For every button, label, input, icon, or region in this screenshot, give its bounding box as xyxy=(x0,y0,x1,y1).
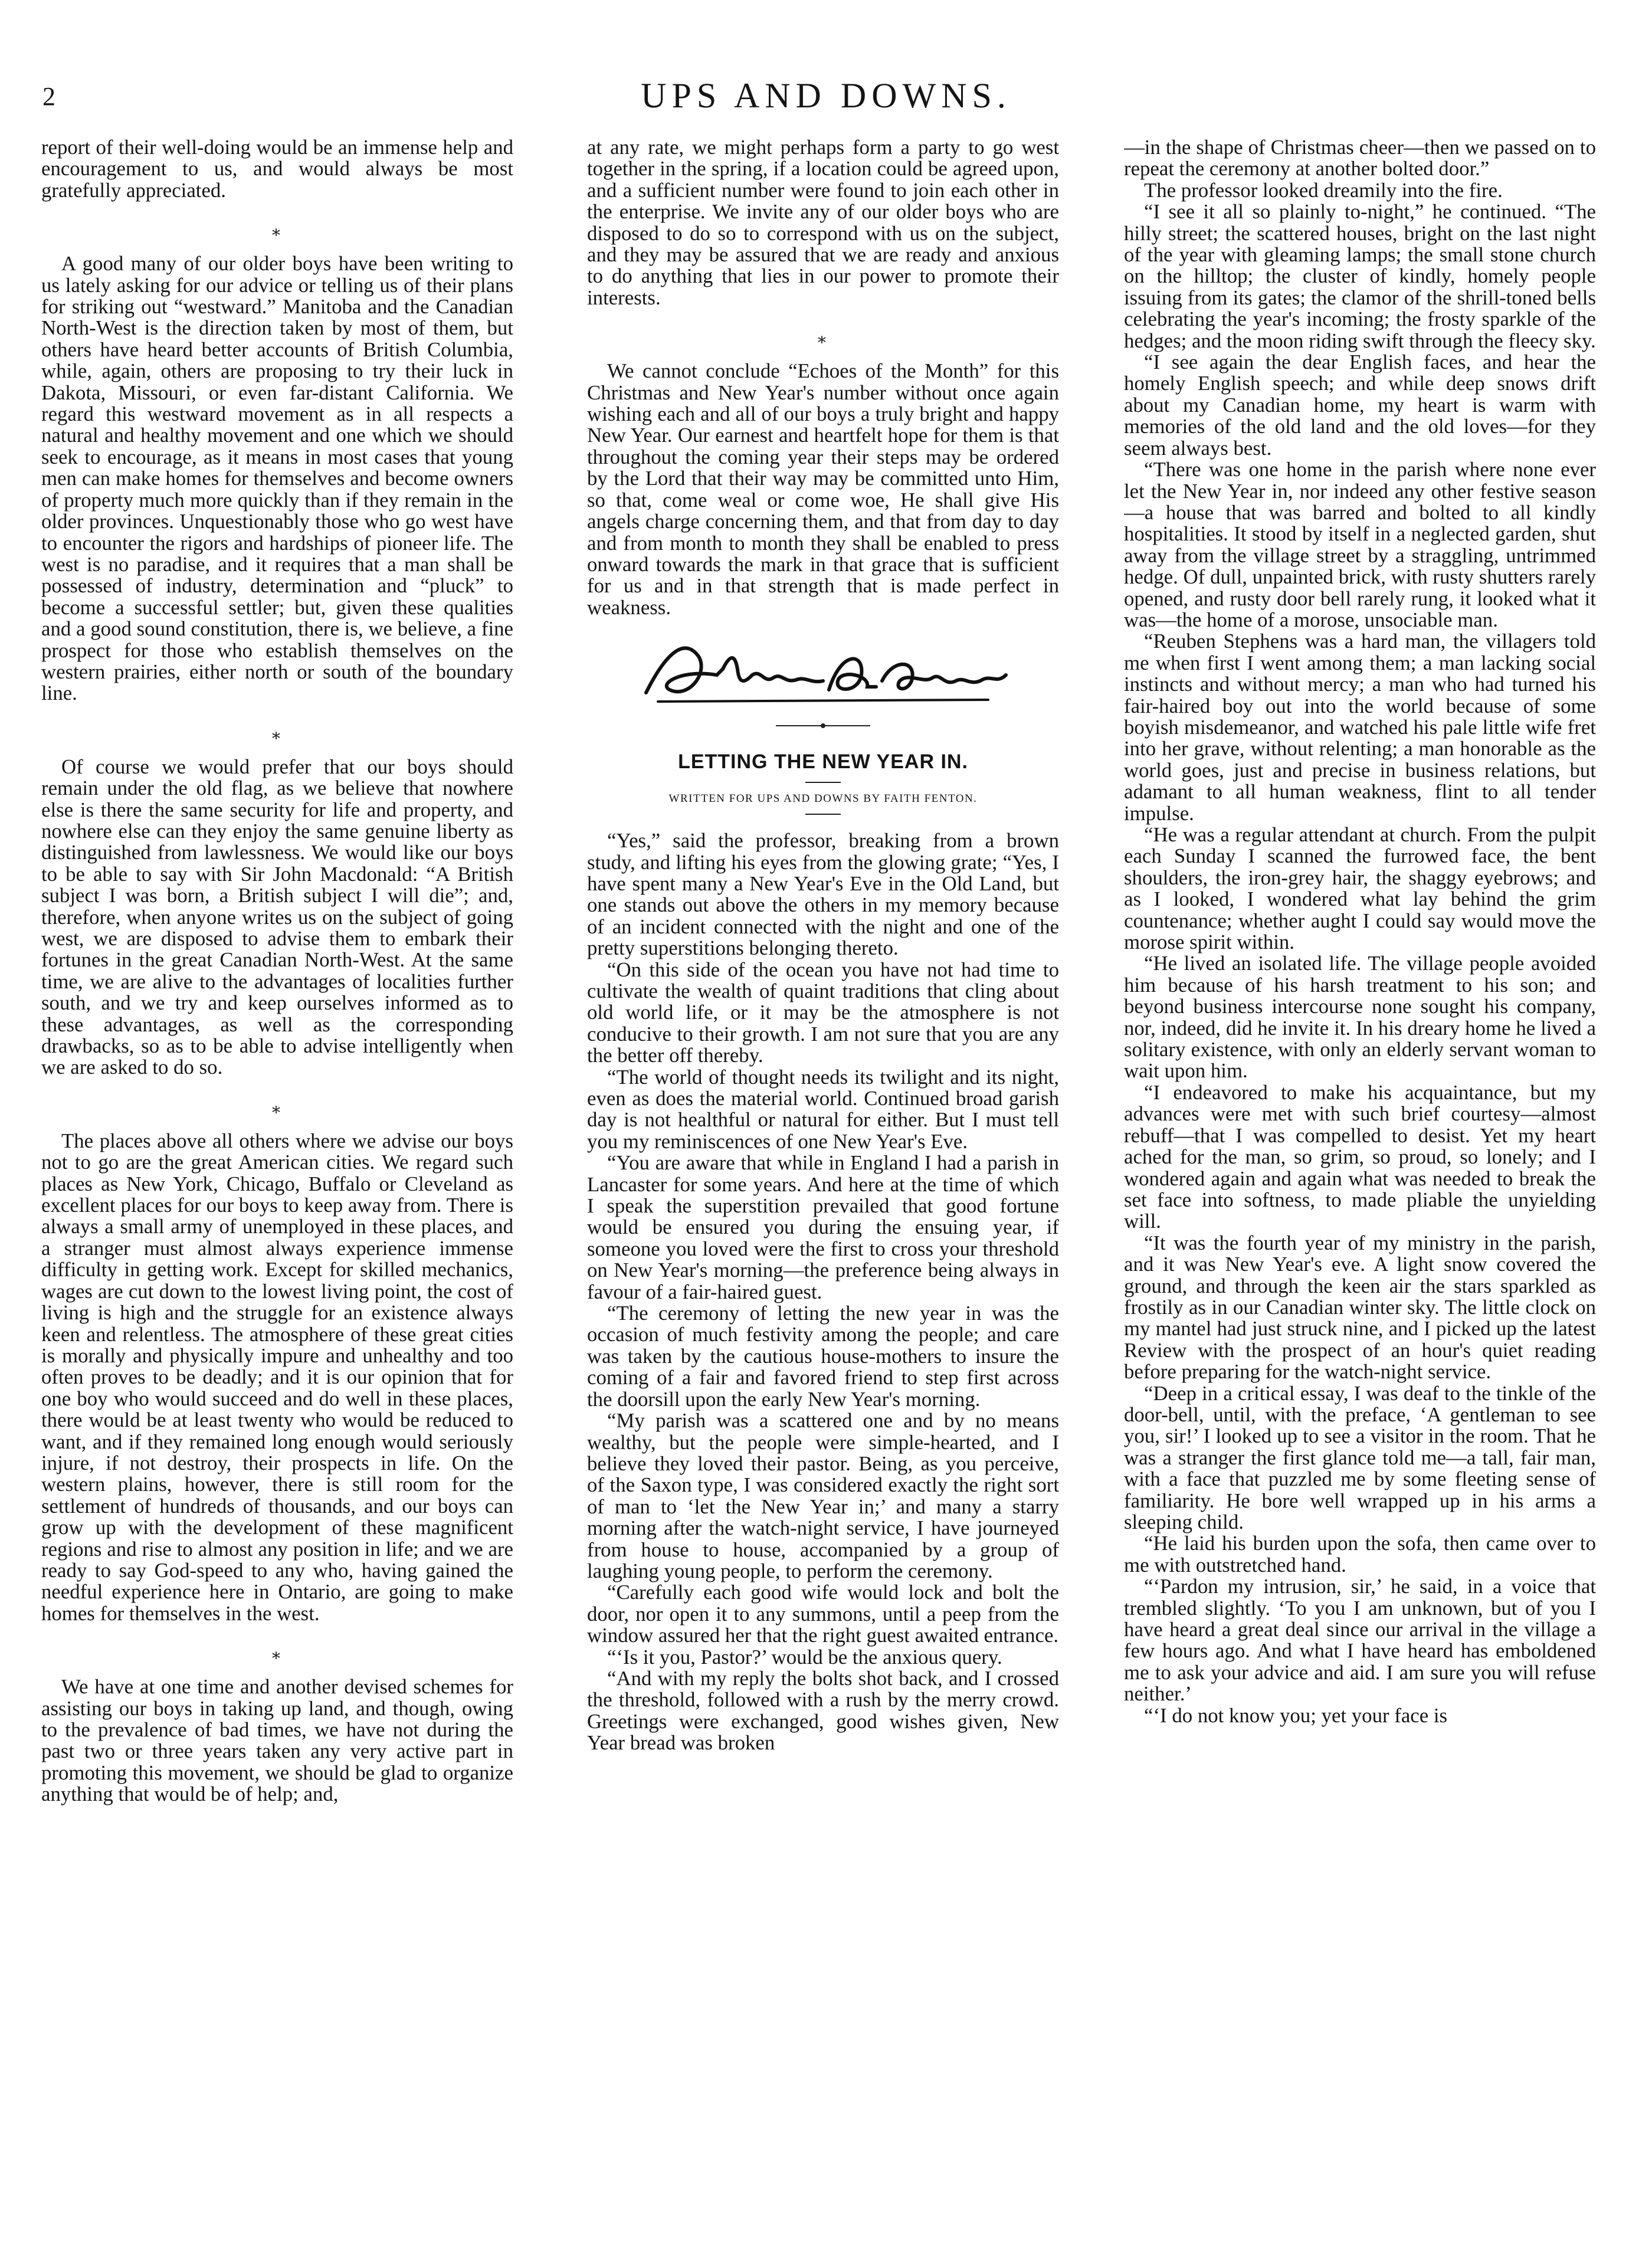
column-middle xyxy=(587,137,1059,2214)
paragraph: “The ceremony of letting the new year in was the occasion of much festivity among the people; and care was taken by the cautious house-mothers to insure the coming of a fair and favored friend to step first across the doorsill upon the early New Year's morning. xyxy=(587,1302,1059,1411)
article-byline: WRITTEN FOR UPS AND DOWNS BY FAITH FENTON. xyxy=(668,792,978,805)
column-right xyxy=(1124,137,1596,2214)
paragraph: “And with my reply the bolts shot back, and I crossed the threshold, followed with a rush by the merry crowd. Greetings were exchanged, good wishes given, New Year bread was broken xyxy=(587,1666,1059,1755)
paragraph: “I see it all so plainly to-night,” he continued. “The hilly street; the scattered houses, bright on the last night of the year with gleaming lamps; the small stone church on the hilltop; the cluster of kindly, homely people issuing from its gates; the clamor of the shrill-toned bells celebrating the year's incoming; the frosty sparkle of the hedges; and the moon riding swift through the fleecy sky. xyxy=(1124,200,1596,352)
section-separator-stars: ⁎ xyxy=(272,1644,283,1663)
paragraph: report of their well-doing would be an immense help and encouragement to us, and would always be most gratefully appreciated. xyxy=(41,137,513,202)
paragraph: “On this side of the ocean you have not had time to cultivate the wealth of quaint traditions that cling about old world life, or it may be the atmosphere is not conducive to their growth. I am not sure that you are any the better off thereby. xyxy=(587,958,1059,1067)
paragraph: “I see again the dear English faces, and hear the homely English speech; and while deep snows drift about my Canadian home, my heart is warm with memories of the old land and the old loves—for they seem always best. xyxy=(1124,350,1596,460)
paragraph: “He laid his burden upon the sofa, then came over to me with outstretched hand. xyxy=(1124,1532,1596,1577)
page-number: 2 xyxy=(42,82,55,111)
paragraph: “Yes,” said the professor, breaking from a brown study, and lifting his eyes from the glowing grate; “Yes, I have spent many a New Year's Eve in the Old Land, but one stands out above the others in my memory because of an incident connected with the night and one of the pretty superstitions belonging thereto. xyxy=(587,829,1059,960)
paragraph: “Reuben Stephens was a hard man, the villagers told me when first I went among them; a man lacking social instincts and without mercy; a man who had turned his fair-haired boy out into the world because of some boyish misdemeanor, and watched his pale little wife fret into her grave, without relenting; a man honorable as the world goes, just and precise in business relations, but adamant to all human weakness, flint to all tender impulse. xyxy=(1124,630,1596,825)
column-left xyxy=(41,137,513,2214)
paragraph: at any rate, we might perhaps form a party to go west together in the spring, if a location could be agreed upon, and a sufficient number were found to join each other in the enterprise. We invite any of our older boys who are disposed to do so to correspond with us on the subject, and they may be assured that we are ready and anxious to do anything that lies in our power to promote their interests. xyxy=(587,137,1059,309)
paragraph: “You are aware that while in England I had a parish in Lancaster for some years. And here at the time of which I speak the superstition prevailed that good fortune would be ensured you during the ensuing year, if someone you loved were the first to cross your threshold on New Year's morning—the preference being always in favour of a fair-haired guest. xyxy=(587,1151,1059,1303)
page-header xyxy=(0,76,1652,123)
section-separator-stars: ⁎ xyxy=(272,221,283,240)
paragraph: “Deep in a critical essay, I was deaf to the tinkle of the door-bell, until, with the preface, ‘A gentleman to see you, sir!’ I looked up to see a visitor in the room. That he was a stranger the first glance told me—a tall, fair man, with a face that puzzled me by some fleeting sense of familiarity. He bore well wrapped up in his arms a sleeping child. xyxy=(1124,1381,1596,1533)
paragraph: “‘Pardon my intrusion, sir,’ he said, in a voice that trembled slightly. ‘To you I am unknown, but of you I have heard a great deal since our arrival in the village a few hours ago. And what I have heard has emboldened me to ask your advice and aid. I am sure you will refuse neither.’ xyxy=(1124,1575,1596,1706)
paragraph: “‘Is it you, Pastor?’ would be the anxious query. xyxy=(607,1645,1002,1669)
paragraph: “It was the fourth year of my ministry in the parish, and it was New Year's eve. A light snow covered the ground, and through the keen air the stars sparkled as frostily as in our Canadian winter sky. The little clock on my mantel had just struck nine, and I picked up the latest Review with the prospect of an hour's quiet reading before preparing for the watch-night service. xyxy=(1124,1231,1596,1384)
paragraph: “I endeavored to make his acquaintance, but my advances were met with such brief courtesy—almost rebuff—that I was compelled to desist. Yet my heart ached for the man, so grim, so proud, so lonely; and I wondered again and again what was needed to break the set face into softness, to made pliable the unyielding will. xyxy=(1124,1080,1596,1233)
paragraph: Of course we would prefer that our boys should remain under the old flag, as we believe that nowhere else is there the same security for life and property, and nowhere else can they enjoy the same genuine liberty as distinguished from lawlessness. We would like our boys to be able to say with Sir John Macdonald: “A British subject I was born, a British subject I will die”; and, therefore, when anyone writes us on the subject of going west, we are disposed to advise them to embark their fortunes in the great Canadian North-West. At the same time, we are alive to the advantages of localities further south, and we try and keep ourselves informed as to these advantages, as well as the corresponding drawbacks, so as to be able to advise intelligently when we are asked to do so. xyxy=(41,755,513,1079)
paragraph: “There was one home in the parish where none ever let the New Year in, nor indeed any other festive season—a house that was barred and bolted to all kindly hospitalities. It stood by itself in a neglected garden, shut away from the village street by a straggling, untrimmed hedge. Of dull, unpainted brick, with rusty shutters rarely opened, and rusty door bell rarely rung, it looked what it was—the home of a morose, unsociable man. xyxy=(1124,458,1596,631)
paragraph: A good many of our older boys have been writing to us lately asking for our advice or telling us of their plans for striking out “westward.” Manitoba and the Canadian North-West is the direction taken by most of them, but others have heard better accounts of British Columbia, while, again, others are proposing to try their luck in Dakota, Missouri, or even far-distant California. We regard this westward movement as in all respects a natural and healthy movement and one which we should seek to encourage, as it means in most cases that young men can make homes for themselves and become owners of property much more quickly than if they remain in the older provinces. Unquestionably those who go west have to encounter the rigors and hardships of pioneer life. The west is no paradise, and it requires that a man shall be possessed of industry, determination and “pluck” to become a successful settler; but, given these qualities and a good sound constitution, there is, we believe, a fine prospect for those who establish themselves on the western prairies, either north or south of the boundary line. xyxy=(41,252,513,705)
paragraph: —in the shape of Christmas cheer—then we passed on to repeat the ceremony at another bolted door.” xyxy=(1124,137,1596,181)
paragraph: “Carefully each good wife would lock and bolt the door, nor open it to any summons, until a peep from the window assured her that the right guest awaited entrance. xyxy=(587,1581,1059,1647)
paragraph: The places above all others where we advise our boys not to go are the great American cities. We regard such places as New York, Chicago, Buffalo or Cleveland as excellent places for our boys to keep away from. There is always a small army of unemployed in these places, and a stranger must almost always experience immense difficulty in getting work. Except for skilled mechanics, wages are cut down to the lowest living point, the cost of living is high and the struggle for an existence always keen and relentless. The atmosphere of these great cities is morally and physically impure and unhealthy and too often proves to be deadly; and it is our opinion that for one boy who would succeed and do well in these places, there would be at least twenty who would be reduced to want, and if they remained long enough would seriously injure, if not destroy, their prospects in life. On the western plains, however, there is still room for the settlement of hundreds of thousands, and our boys can grow up with the development of these magnificent regions and rise to almost any position in life; and we are ready to say God-speed to any who, having gained the needful experience here in Ontario, are going to make homes for themselves in the west. xyxy=(41,1129,513,1625)
paragraph: “My parish was a scattered one and by no means wealthy, but the people were simple-hearted, and I believe they loved their pastor. Being, as you perceive, of the Saxon type, I was considered exactly the right sort of man to ‘let the New Year in;’ and many a starry morning after the watch-night service, I have journeyed from house to house, accompanied by a group of laughing young people, to perform the ceremony. xyxy=(587,1409,1059,1582)
ornamental-rule xyxy=(776,722,870,729)
paragraph: “He lived an isolated life. The village people avoided him because of his harsh treatment to his son; and beyond business intercourse none sought his company, nor, indeed, did he invite it. In his dreary home he lived a solitary existence, with only an elderly servant woman to wait upon him. xyxy=(1124,952,1596,1083)
section-separator-stars: ⁎ xyxy=(272,724,283,743)
running-title: UPS AND DOWNS. xyxy=(641,76,1011,115)
section-separator-stars: ⁎ xyxy=(272,1098,283,1117)
paragraph: “‘I do not know you; yet your face is xyxy=(1144,1703,1448,1727)
byline-rule xyxy=(805,814,841,815)
paragraph: We have at one time and another devised schemes for assisting our boys in taking up land, and though, owing to the prevalence of bad times, we have not during the past two or three years taken any very active part in promoting this movement, we should be glad to organize anything that would be of help; and, xyxy=(41,1675,513,1806)
signature-image xyxy=(634,634,1012,710)
paragraph: “The world of thought needs its twilight and its night, even as does the material world. Continued broad garish day is not healthful or natural for either. But I must tell you my reminiscences of one New Year's Eve. xyxy=(587,1065,1059,1153)
paragraph: We cannot conclude “Echoes of the Month” for this Christmas and New Year's number without once again wishing each and all of our boys a truly bright and happy New Year. Our earnest and heartfelt hope for them is that throughout the coming year their steps may be ordered by the Lord that their way may be committed unto Him, so that, come weal or come woe, He shall give His angels charge concerning them, and that from day to day and from month to month they shall be enabled to press onward towards the mark in that grace that is sufficient for us and in that strength that is made perfect in weakness. xyxy=(587,359,1059,619)
paragraph: “He was a regular attendant at church. From the pulpit each Sunday I scanned the furrowed face, the bent shoulders, the iron-grey hair, the shaggy eyebrows; and as I looked, I wondered what lay behind the grim countenance; whether aught I could say would move the morose spirit within. xyxy=(1124,823,1596,954)
title-rule xyxy=(805,782,841,783)
paragraph: The professor looked dreamily into the fire. xyxy=(1144,178,1503,202)
article-title: LETTING THE NEW YEAR IN. xyxy=(678,751,968,774)
section-separator-stars: ⁎ xyxy=(818,329,828,348)
